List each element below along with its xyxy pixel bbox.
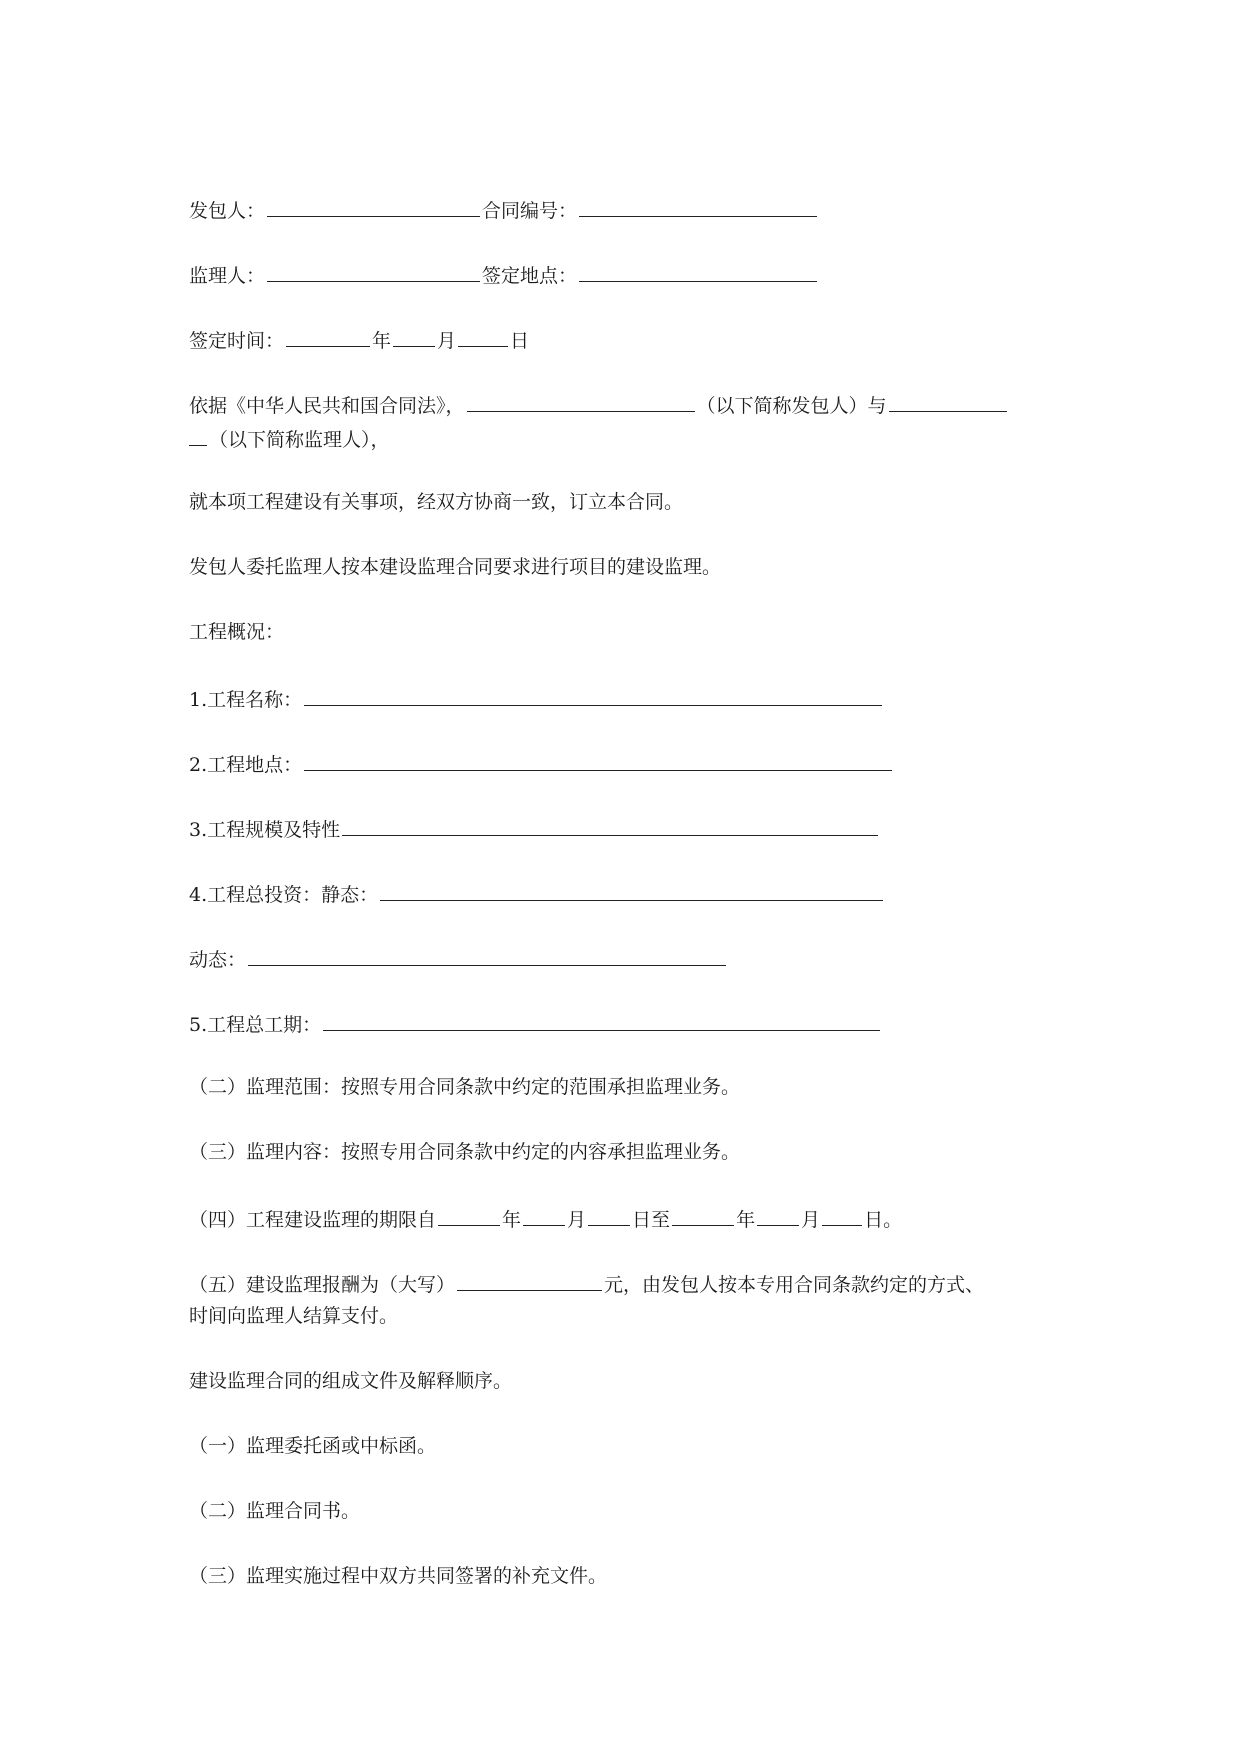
overview-heading: 工程概况： — [189, 621, 285, 643]
sign-month-blank[interactable] — [393, 326, 435, 347]
basis-prefix: 依据《中华人民共和国合同法》， — [189, 395, 465, 417]
content-clause: （三）监理内容：按照专用合同条款中约定的内容承担监理业务。 — [189, 1141, 741, 1163]
dynamic-label: 动态： — [189, 949, 247, 971]
supervisor-abbr: （以下简称监理人）， — [209, 429, 390, 451]
dynamic-investment-blank[interactable] — [248, 945, 726, 966]
period-year-2: 年 — [736, 1209, 756, 1231]
total-investment-line — [189, 880, 885, 907]
dynamic-investment-line — [189, 945, 728, 972]
end-day-blank[interactable] — [822, 1205, 862, 1226]
project-scale-blank[interactable] — [342, 815, 878, 836]
supervisor-abbr-line — [189, 425, 390, 452]
employer-abbr: （以下简称发包人）与 — [696, 395, 887, 417]
supervisor-blank[interactable] — [267, 261, 480, 282]
period-month-2: 月 — [801, 1209, 821, 1231]
static-investment-blank[interactable] — [380, 880, 883, 901]
project-name-blank[interactable] — [304, 685, 882, 706]
sign-place-blank[interactable] — [579, 261, 817, 282]
fee-clause-line2: 时间向监理人结算支付。 — [189, 1305, 399, 1327]
employer-name-blank[interactable] — [467, 391, 695, 412]
period-end: 日。 — [864, 1209, 903, 1231]
employer-line — [189, 196, 819, 223]
total-duration-line — [189, 1010, 882, 1037]
total-investment-label: 4.工程总投资：静态： — [189, 884, 379, 906]
supervisor-line — [189, 261, 819, 288]
fee-clause-line1 — [189, 1270, 984, 1297]
month-label: 月 — [437, 330, 457, 352]
period-to: 日至 — [632, 1209, 671, 1231]
entrust-text: 发包人委托监理人按本建设监理合同要求进行项目的建设监理。 — [189, 556, 722, 578]
supervisor-name-blank[interactable] — [889, 391, 1007, 412]
agreement-text: 就本项工程建设有关事项，经双方协商一致，订立本合同。 — [189, 491, 684, 513]
sign-place-label: 签定地点： — [482, 265, 578, 287]
scope-clause: （二）监理范围：按照专用合同条款中约定的范围承担监理业务。 — [189, 1076, 741, 1098]
fee-suffix: 元，由发包人按本专用合同条款约定的方式、 — [604, 1274, 985, 1296]
project-scale-label: 3.工程规模及特性 — [189, 819, 341, 841]
project-location-label: 2.工程地点： — [189, 754, 303, 776]
documents-heading: 建设监理合同的组成文件及解释顺序。 — [189, 1370, 513, 1392]
period-prefix: （四）工程建设监理的期限自 — [189, 1209, 437, 1231]
contract-no-label: 合同编号： — [482, 200, 578, 222]
supervisor-name-blank-cont[interactable] — [189, 425, 207, 446]
supervisor-label: 监理人： — [189, 265, 266, 287]
day-label: 日 — [510, 330, 530, 352]
project-name-line — [189, 685, 884, 712]
period-year-1: 年 — [502, 1209, 522, 1231]
period-clause — [189, 1205, 902, 1232]
project-name-label: 1.工程名称： — [189, 689, 303, 711]
document-2: （二）监理合同书。 — [189, 1500, 361, 1522]
sign-day-blank[interactable] — [458, 326, 508, 347]
employer-label: 发包人： — [189, 200, 266, 222]
total-duration-blank[interactable] — [323, 1010, 880, 1031]
total-duration-label: 5.工程总工期： — [189, 1014, 322, 1036]
start-day-blank[interactable] — [588, 1205, 630, 1226]
project-location-blank[interactable] — [304, 750, 892, 771]
sign-time-label: 签定时间： — [189, 330, 285, 352]
basis-line — [189, 391, 1009, 418]
start-month-blank[interactable] — [523, 1205, 565, 1226]
period-month-1: 月 — [567, 1209, 587, 1231]
end-year-blank[interactable] — [672, 1205, 734, 1226]
end-month-blank[interactable] — [757, 1205, 799, 1226]
start-year-blank[interactable] — [438, 1205, 500, 1226]
year-label: 年 — [372, 330, 392, 352]
employer-blank[interactable] — [267, 196, 480, 217]
contract-no-blank[interactable] — [579, 196, 817, 217]
project-scale-line — [189, 815, 880, 842]
project-location-line — [189, 750, 894, 777]
sign-time-line — [189, 326, 529, 353]
document-1: （一）监理委托函或中标函。 — [189, 1435, 437, 1457]
fee-prefix: （五）建设监理报酬为（大写） — [189, 1274, 456, 1296]
fee-amount-blank[interactable] — [457, 1270, 602, 1291]
sign-year-blank[interactable] — [286, 326, 370, 347]
document-3: （三）监理实施过程中双方共同签署的补充文件。 — [189, 1565, 608, 1587]
